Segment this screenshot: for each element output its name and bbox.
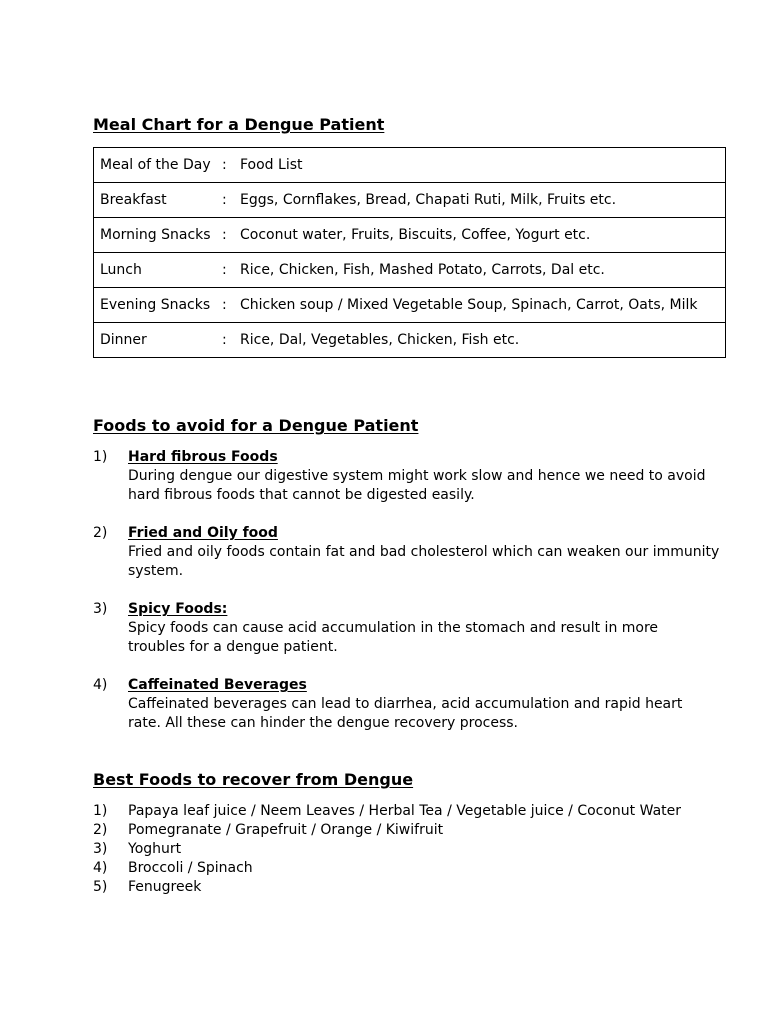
separator-cell: :: [222, 183, 240, 218]
item-text: Broccoli / Spinach: [128, 860, 253, 876]
separator-cell: :: [222, 323, 240, 358]
table-row: [94, 323, 726, 358]
meal-cell: Evening Snacks: [94, 288, 223, 323]
list-item: [93, 821, 733, 840]
item-text: Fenugreek: [128, 879, 202, 895]
meal-cell: Breakfast: [94, 183, 223, 218]
separator-cell: :: [222, 218, 240, 253]
item-title: Fried and Oily food: [128, 525, 278, 541]
item-description-line: troubles for a dengue patient.: [128, 639, 338, 655]
list-item: [93, 524, 733, 581]
item-description-line: Spicy foods can cause acid accumulation in the stomach and result in more: [128, 620, 659, 636]
foods-to-avoid-list: [93, 448, 733, 752]
item-title: Hard fibrous Foods: [128, 449, 278, 465]
list-item: [93, 859, 733, 878]
food-cell: Eggs, Cornflakes, Bread, Chapati Ruti, Milk, Fruits etc.: [240, 183, 726, 218]
item-text: Pomegranate / Grapefruit / Orange / Kiwifruit: [128, 822, 444, 838]
item-number: 2): [93, 525, 108, 541]
item-description-line: During dengue our digestive system might work slow and hence we need to avoid: [128, 468, 706, 484]
list-item: [93, 840, 733, 859]
food-cell: Rice, Chicken, Fish, Mashed Potato, Carrots, Dal etc.: [240, 253, 726, 288]
item-number: 5): [93, 879, 108, 895]
list-item: [93, 448, 733, 505]
item-description-line: rate. All these can hinder the dengue recovery process.: [128, 715, 519, 731]
meal-cell: Morning Snacks: [94, 218, 223, 253]
item-description-line: Caffeinated beverages can lead to diarrhea, acid accumulation and rapid heart: [128, 696, 683, 712]
food-cell: Coconut water, Fruits, Biscuits, Coffee, Yogurt etc.: [240, 218, 726, 253]
best-foods-list: [93, 802, 733, 897]
meal-cell: Dinner: [94, 323, 223, 358]
item-number: 1): [93, 803, 108, 819]
food-cell: Food List: [240, 148, 726, 183]
item-number: 4): [93, 860, 108, 876]
food-cell: Rice, Dal, Vegetables, Chicken, Fish etc.: [240, 323, 726, 358]
item-description-line: system.: [128, 563, 184, 579]
item-number: 4): [93, 677, 108, 693]
item-number: 2): [93, 822, 108, 838]
item-description-line: Fried and oily foods contain fat and bad cholesterol which can weaken our immunity: [128, 544, 720, 560]
meal-cell: Lunch: [94, 253, 223, 288]
meal-chart-heading: Meal Chart for a Dengue Patient: [93, 115, 385, 134]
item-description-line: hard fibrous foods that cannot be digested easily.: [128, 487, 475, 503]
item-number: 3): [93, 601, 108, 617]
item-title: Spicy Foods:: [128, 601, 228, 617]
list-item: [93, 878, 733, 897]
list-item: [93, 676, 733, 733]
meal-cell: Meal of the Day: [94, 148, 223, 183]
food-cell: Chicken soup / Mixed Vegetable Soup, Spinach, Carrot, Oats, Milk: [240, 288, 726, 323]
list-item: [93, 802, 733, 821]
table-row: [94, 183, 726, 218]
table-row: [94, 253, 726, 288]
item-number: 3): [93, 841, 108, 857]
meal-chart-table: [93, 147, 726, 358]
item-title: Caffeinated Beverages: [128, 677, 307, 693]
item-text: Yoghurt: [128, 841, 182, 857]
table-row: [94, 218, 726, 253]
foods-to-avoid-heading: Foods to avoid for a Dengue Patient: [93, 416, 419, 435]
table-row: [94, 288, 726, 323]
item-number: 1): [93, 449, 108, 465]
separator-cell: :: [222, 148, 240, 183]
separator-cell: :: [222, 253, 240, 288]
list-item: [93, 600, 733, 657]
item-text: Papaya leaf juice / Neem Leaves / Herbal Tea / Vegetable juice / Coconut Water: [128, 803, 682, 819]
table-row: [94, 148, 726, 183]
separator-cell: :: [222, 288, 240, 323]
best-foods-heading: Best Foods to recover from Dengue: [93, 770, 414, 789]
